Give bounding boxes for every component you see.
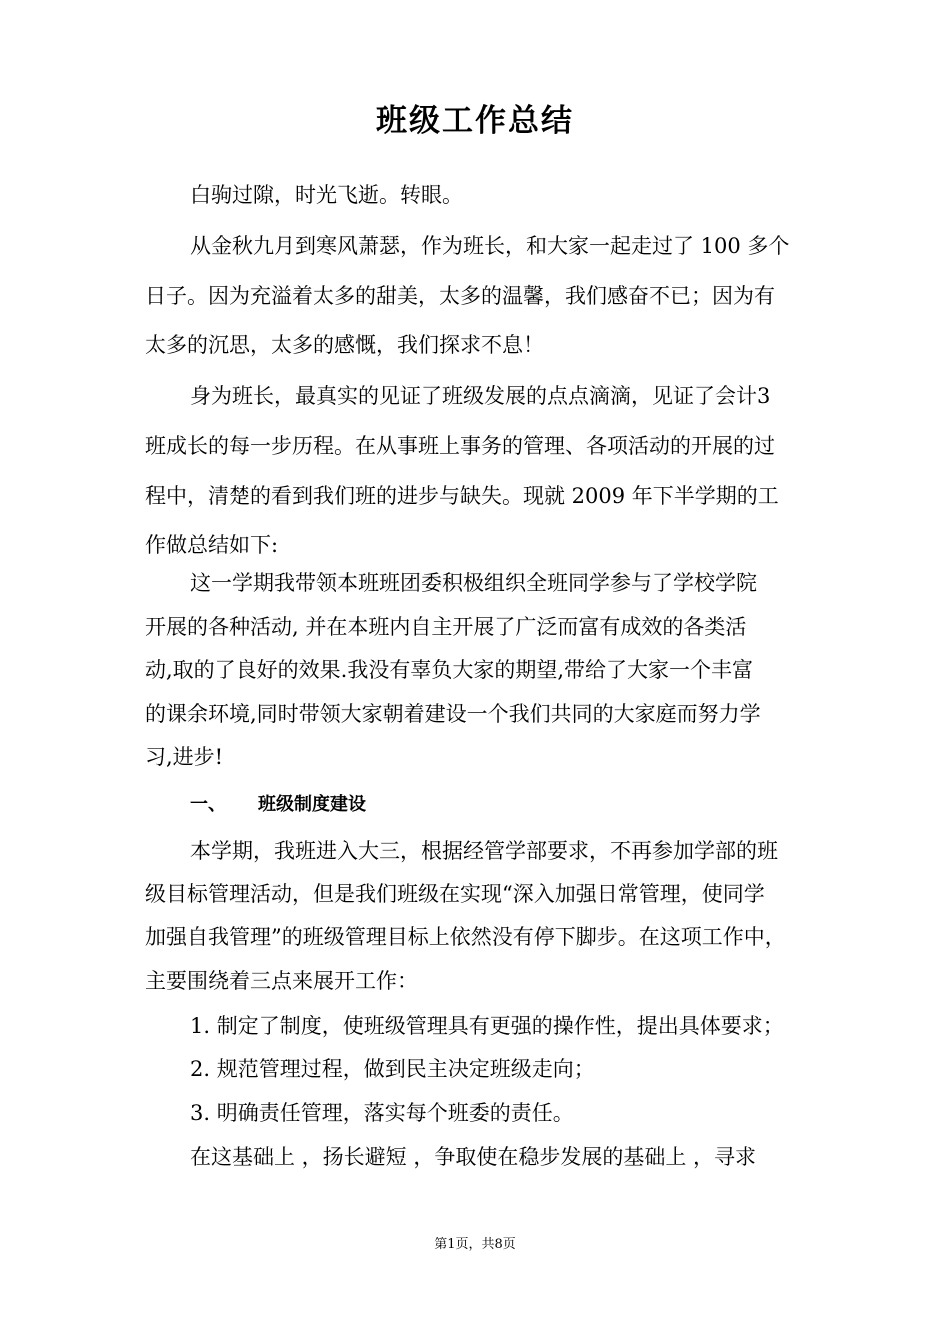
paragraph-line: 班成长的每一步历程。在从事班上事务的管理、各项活动的开展的过 <box>145 434 775 458</box>
paragraph-line: 在这基础上 ，扬长避短 ，争取使在稳步发展的基础上 ，寻求 <box>190 1145 757 1169</box>
paragraph-line: 白驹过隙，时光飞逝。转眼。 <box>190 183 463 207</box>
paragraph-line: 习,进步! <box>145 745 224 769</box>
page-title: 班级工作总结 <box>376 103 574 139</box>
list-item: 2. 规范管理过程，做到民主决定班级走向； <box>190 1057 595 1081</box>
paragraph-line: 级目标管理活动，但是我们班级在实现“深入加强日常管理，使同学 <box>145 882 765 906</box>
paragraph-line: 的课余环境,同时带领大家朝着建设一个我们共同的大家庭而努力学 <box>145 702 761 726</box>
paragraph-line: 这一学期我带领本班班团委积极组织全班同学参与了学校学院 <box>190 571 757 595</box>
paragraph-line: 本学期，我班进入大三，根据经管学部要求，不再参加学部的班 <box>190 839 778 863</box>
list-item: 3. 明确责任管理，落实每个班委的责任。 <box>190 1101 574 1125</box>
page-footer: 第1页，共8页 <box>434 1237 516 1252</box>
paragraph-line: 作做总结如下: <box>145 533 279 557</box>
paragraph-line: 开展的各种活动, 并在本班内自主开展了广泛而富有成效的各类活 <box>145 615 747 639</box>
list-item: 1. 制定了制度，使班级管理具有更强的操作性，提出具体要求； <box>190 1014 784 1038</box>
paragraph-line: 太多的沉思，太多的感慨，我们探求不息！ <box>145 333 544 357</box>
paragraph-line: 程中，清楚的看到我们班的进步与缺失。现就 2009 年下半学期的工 <box>145 484 779 508</box>
section-number: 一、 <box>190 794 226 815</box>
paragraph-line: 日子。因为充溢着太多的甜美，太多的温馨，我们感奋不已；因为有 <box>145 284 775 308</box>
paragraph-line: 从金秋九月到寒风萧瑟，作为班长，和大家一起走过了 100 多个 <box>190 234 790 258</box>
paragraph-line: 加强自我管理”的班级管理目标上依然没有停下脚步。在这项工作中， <box>145 925 786 949</box>
section-heading: 班级制度建设 <box>258 794 366 815</box>
paragraph-line: 动,取的了良好的效果.我没有辜负大家的期望,带给了大家一个丰富 <box>145 658 754 682</box>
paragraph-line: 主要围绕着三点来展开工作： <box>145 969 418 993</box>
paragraph-line: 身为班长，最真实的见证了班级发展的点点滴滴，见证了会计3 <box>190 384 771 408</box>
